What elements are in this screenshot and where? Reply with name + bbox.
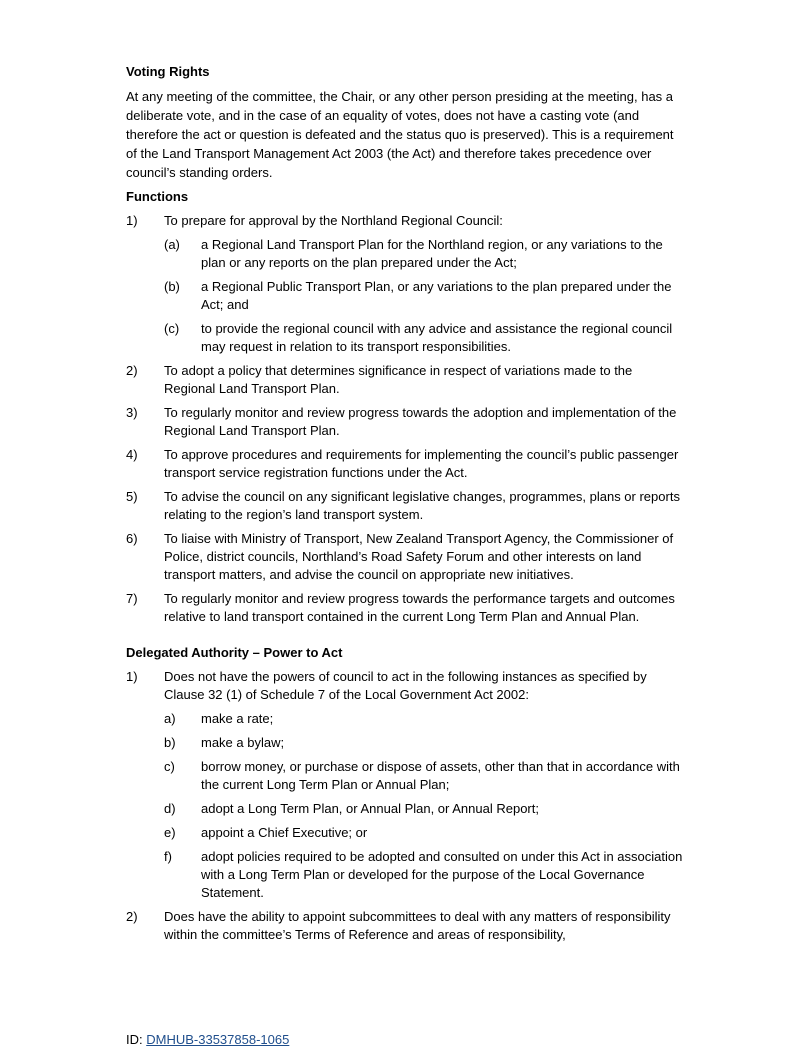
function-item-4 [126,446,686,482]
subitem-text: make a rate; [201,711,274,726]
item-text: To regularly monitor and review progress towards the adoption and implementation of the Regional Land Transport Plan. [164,405,677,438]
document-body [126,63,686,950]
delegated-subitem-b [164,734,686,752]
subitem-text: make a bylaw; [201,735,285,750]
item-text: Does not have the powers of council to act in the following instances as specified by Clause 32 (1) of Schedule 7 of the Local Government Act 2002: [164,669,647,702]
subitem-text: a Regional Land Transport Plan for the Northland region, or any variations to the plan or any reports on the plan prepared under the Act; [201,237,663,270]
subitem-number: b) [164,735,176,750]
item-text: To regularly monitor and review progress towards the performance targets and outcomes relative to land transport contained in the current Long Term Plan and Annual Plan. [164,591,675,624]
item-number: 1) [126,669,138,684]
function-subitem-b [164,278,686,314]
functions-heading: Functions [126,189,189,204]
section-spacer [126,632,686,644]
subitem-text: to provide the regional council with any advice and assistance the regional council may request in relation to its transport responsibilities. [201,321,673,354]
item-number: 2) [126,363,138,378]
subitem-number: a) [164,711,176,726]
function-subitem-c [164,320,686,356]
subitem-text: appoint a Chief Executive; or [201,825,368,840]
subitem-text: adopt a Long Term Plan, or Annual Plan, or Annual Report; [201,801,539,816]
subitem-number: (b) [164,279,180,294]
voting-rights-text: At any meeting of the committee, the Chair, or any other person presiding at the meeting, has a deliberate vote, and in the case of an equality of votes, does not have a casting vote (and therefore the act or question is defeated and the status quo is preserved). This is a requirement of the Land Transport Management Act 2003 (the Act) and therefore takes precedence over council’s standing orders. [126,89,674,180]
item-text: To prepare for approval by the Northland Regional Council: [164,213,503,228]
function-item-7 [126,590,686,626]
item-number: 2) [126,909,138,924]
subitem-number: f) [164,849,172,864]
item-number: 5) [126,489,138,504]
subitem-number: e) [164,825,176,840]
delegated-subitem-e [164,824,686,842]
function-item-1 [126,212,686,230]
function-item-3 [126,404,686,440]
delegated-authority-heading: Delegated Authority – Power to Act [126,645,343,660]
item-number: 4) [126,447,138,462]
subitem-number: d) [164,801,176,816]
delegated-subitem-f [164,848,686,902]
item-text: To adopt a policy that determines significance in respect of variations made to the Regional Land Transport Plan. [164,363,633,396]
document-id-prefix: ID: [126,1032,147,1047]
item-text: Does have the ability to appoint subcommittees to deal with any matters of responsibility within the committee’s Terms of Reference and areas of responsibility, [164,909,671,942]
subitem-number: (c) [164,321,180,336]
delegated-subitem-a [164,710,686,728]
subitem-number: (a) [164,237,180,252]
function-item-6 [126,530,686,584]
function-item-5 [126,488,686,524]
document-id-link[interactable]: DMHUB-33537858-1065 [146,1032,290,1047]
item-number: 7) [126,591,138,606]
item-number: 6) [126,531,138,546]
delegated-item-1 [126,668,686,704]
subitem-text: adopt policies required to be adopted and consulted on under this Act in association with a Long Term Plan or developed for the purpose of the Local Governance Statement. [201,849,683,900]
delegated-subitem-d [164,800,686,818]
delegated-subitem-c [164,758,686,794]
item-number: 3) [126,405,138,420]
function-item-2 [126,362,686,398]
item-text: To liaise with Ministry of Transport, New Zealand Transport Agency, the Commissioner of Police, district councils, Northland’s Road Safety Forum and other interests on land transport matters, and advise the council on appropriate new initiatives. [164,531,674,582]
document-id-footer [126,1031,289,1049]
function-subitem-a [164,236,686,272]
item-text: To advise the council on any significant legislative changes, programmes, plans or reports relating to the region’s land transport system. [164,489,680,522]
delegated-item-2 [126,908,686,944]
subitem-text: borrow money, or purchase or dispose of assets, other than that in accordance with the current Long Term Plan or Annual Plan; [201,759,680,792]
item-number: 1) [126,213,138,228]
voting-rights-heading: Voting Rights [126,64,210,79]
item-text: To approve procedures and requirements for implementing the council’s public passenger transport service registration functions under the Act. [164,447,679,480]
subitem-number: c) [164,759,175,774]
subitem-text: a Regional Public Transport Plan, or any variations to the plan prepared under the Act; and [201,279,672,312]
